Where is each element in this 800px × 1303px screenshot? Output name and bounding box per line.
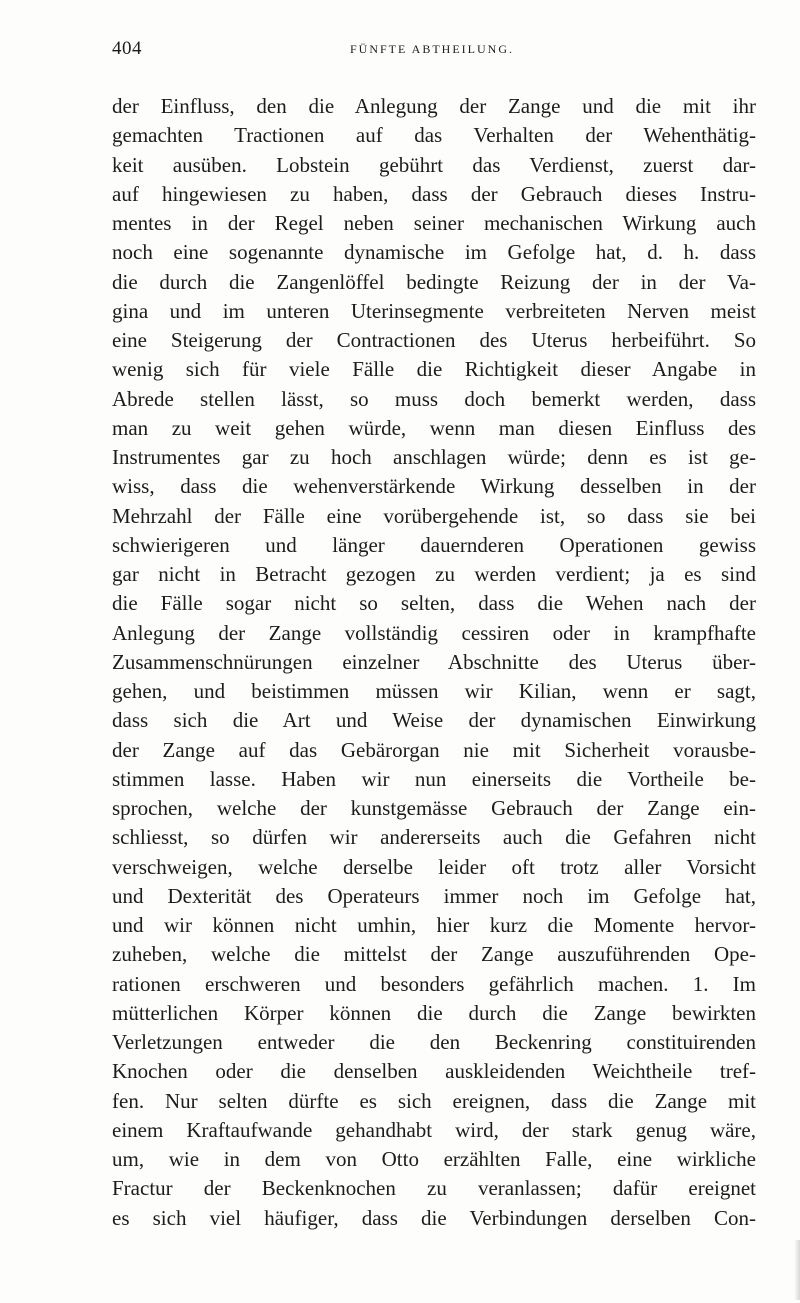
text-line: gar nicht in Betracht gezogen zu werden verdient; ja es sind <box>112 562 756 586</box>
text-line: Abrede stellen lässt, so muss doch bemerkt werden, dass <box>112 386 756 411</box>
text-line: der Einfluss, den die Anlegung der Zange und die mit ihr <box>112 94 756 118</box>
text-line: wenig sich für viele Fälle die Richtigkeit dieser Angabe in <box>112 357 756 382</box>
text-line: gemachten Tractionen auf das Verhalten der Wehenthätig- <box>112 123 756 148</box>
text-line: verschweigen, welche derselbe leider oft trotz aller Vorsicht <box>112 854 756 879</box>
text-line: der Zange auf das Gebärorgan nie mit Sicherheit vorausbe- <box>112 737 756 762</box>
page-edge-shadow <box>794 1240 800 1300</box>
section-title: FÜNFTE ABTHEILUNG. <box>350 42 514 56</box>
text-line: mütterlichen Körper können die durch die Zange bewirkten <box>112 1000 756 1025</box>
text-line: eine Steigerung der Contractionen des Uterus herbeiführt. So <box>112 328 756 352</box>
text-line: man zu weit gehen würde, wenn man diesen Einfluss des <box>112 415 756 440</box>
text-line: schwierigeren und länger dauernderen Operationen gewiss <box>112 532 756 557</box>
text-line: um, wie in dem von Otto erzählten Falle, eine wirkliche <box>112 1147 756 1171</box>
text-line: einem Kraftaufwande gehandhabt wird, der stark genug wäre, <box>112 1117 756 1142</box>
text-line: auf hingewiesen zu haben, dass der Gebrauch dieses Instru- <box>112 181 756 206</box>
text-line: es sich viel häufiger, dass die Verbindungen derselben Con- <box>112 1205 756 1230</box>
text-line: Verletzungen entweder die den Beckenring constituirenden <box>112 1030 756 1054</box>
text-line: Mehrzahl der Fälle eine vorübergehende ist, so dass sie bei <box>112 503 756 528</box>
text-line: Anlegung der Zange vollständig cessiren oder in krampfhafte <box>112 620 756 645</box>
running-head <box>112 38 752 68</box>
text-line: Zusammenschnürungen einzelner Abschnitte des Uterus über- <box>112 649 756 674</box>
text-line: die Fälle sogar nicht so selten, dass die Wehen nach der <box>112 591 756 616</box>
page-number: 404 <box>112 38 142 59</box>
text-line: Knochen oder die denselben auskleidenden Weichtheile tref- <box>112 1059 756 1084</box>
text-line: und Dexterität des Operateurs immer noch im Gefolge hat, <box>112 883 756 908</box>
text-line: dass sich die Art und Weise der dynamischen Einwirkung <box>112 708 756 733</box>
text-line: schliesst, so dürfen wir andererseits auch die Gefahren nicht <box>112 825 756 850</box>
text-line: Instrumentes gar zu hoch anschlagen würde; denn es ist ge- <box>112 445 756 469</box>
text-line: zuheben, welche die mittelst der Zange auszuführenden Ope- <box>112 942 756 967</box>
text-line: und wir können nicht umhin, hier kurz die Momente hervor- <box>112 913 756 937</box>
text-line: fen. Nur selten dürfte es sich ereignen, dass die Zange mit <box>112 1088 756 1113</box>
text-line: wiss, dass die wehenverstärkende Wirkung desselben in der <box>112 474 756 499</box>
text-line: gehen, und beistimmen müssen wir Kilian, wenn er sagt, <box>112 679 756 703</box>
text-line: sprochen, welche der kunstgemässe Gebrauch der Zange ein- <box>112 796 756 820</box>
text-line: noch eine sogenannte dynamische im Gefolge hat, d. h. dass <box>112 240 756 265</box>
body-text <box>112 92 756 1233</box>
text-line: die durch die Zangenlöffel bedingte Reizung der in der Va- <box>112 269 756 294</box>
text-line: mentes in der Regel neben seiner mechanischen Wirkung auch <box>112 211 756 235</box>
text-line: stimmen lasse. Haben wir nun einerseits die Vortheile be- <box>112 766 756 791</box>
text-line: gina und im unteren Uterinsegmente verbreiteten Nerven meist <box>112 298 756 323</box>
text-line: Fractur der Beckenknochen zu veranlassen; dafür ereignet <box>112 1176 756 1201</box>
text-line: rationen erschweren und besonders gefährlich machen. 1. Im <box>112 971 756 996</box>
text-line: keit ausüben. Lobstein gebührt das Verdienst, zuerst dar- <box>112 152 756 177</box>
